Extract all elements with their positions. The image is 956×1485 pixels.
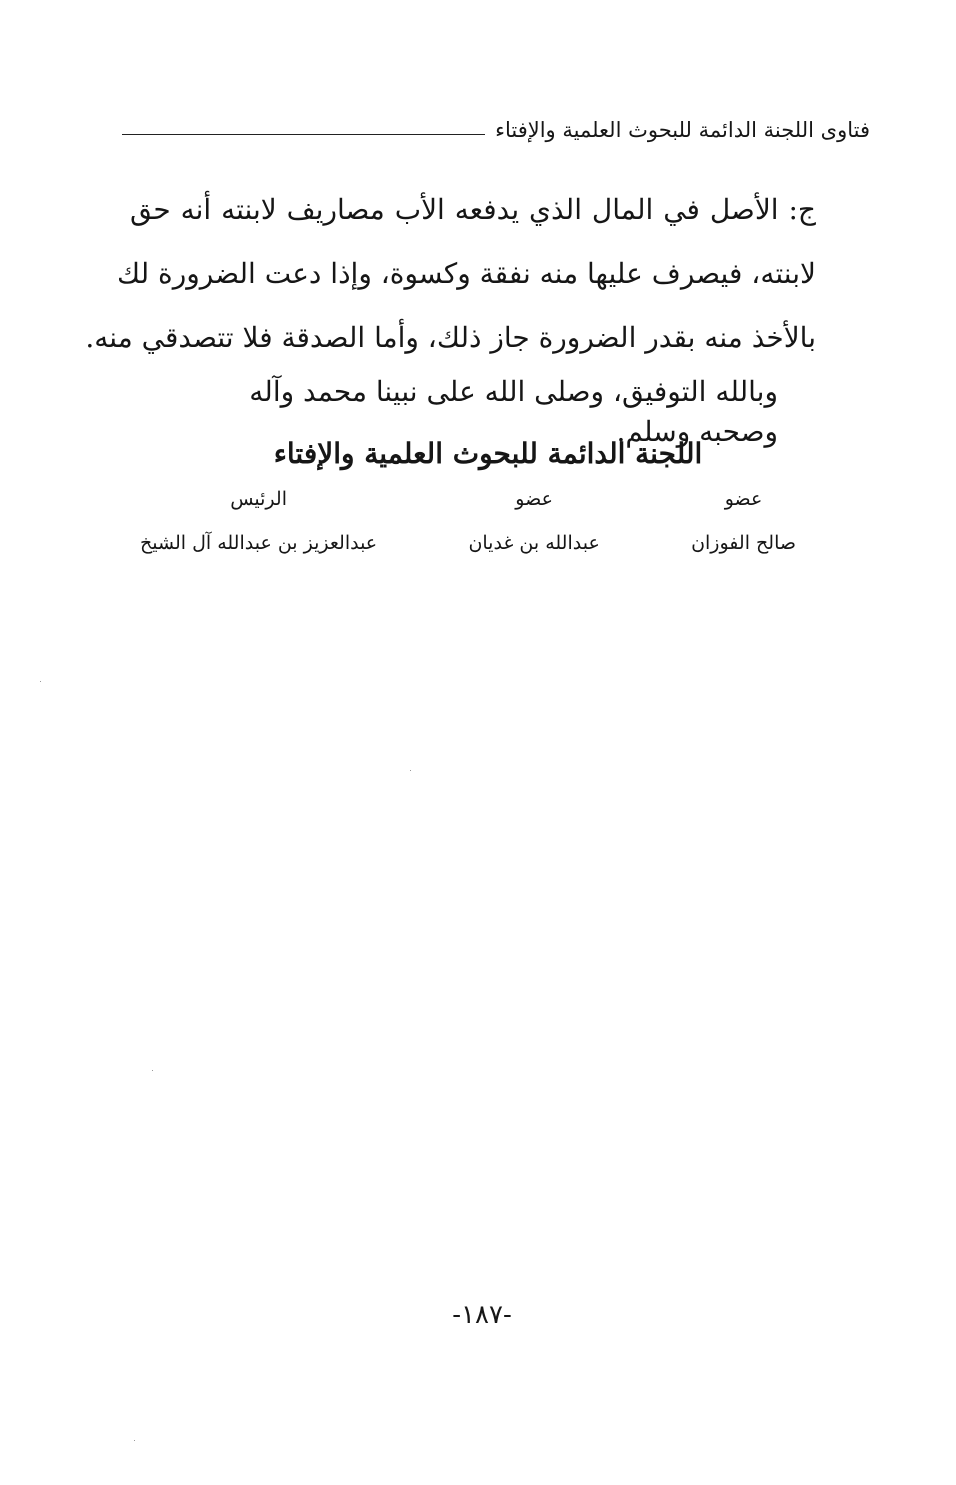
running-header-title: فتاوى اللجنة الدائمة للبحوث العلمية والإفتاء [495, 117, 870, 142]
signatory-name: عبدالله بن غديان [468, 532, 600, 554]
signatory-member-2 [468, 484, 599, 558]
answer-line-2: لابنته، فيصرف عليها منه نفقة وكسوة، وإذا دعت الضرورة لك [117, 257, 816, 290]
answer-line-3: بالأخذ منه بقدر الضرورة جاز ذلك، وأما الصدقة فلا تتصدقي منه. [85, 321, 816, 354]
scan-speck [40, 681, 41, 682]
scan-speck [152, 1070, 153, 1071]
page-number: -١٨٧- [452, 1300, 512, 1330]
signatory-role: عضو [515, 488, 553, 510]
answer-paragraph [85, 178, 816, 370]
scan-speck [410, 770, 411, 771]
closing-formula: وبالله التوفيق، وصلى الله على نبينا محمد وآله وصحبه وسلم. [249, 375, 778, 448]
signatory-role: الرئيس [230, 488, 287, 510]
header-rule [122, 134, 485, 135]
scan-speck [134, 1440, 135, 1441]
signatory-name: عبدالعزيز بن عبدالله آل الشيخ [140, 532, 378, 554]
signatory-chairman [140, 484, 377, 558]
running-header [122, 112, 870, 148]
signatory-role: عضو [724, 488, 763, 510]
signatories [140, 484, 796, 558]
signatory-name: صالح الفوزان [691, 532, 796, 554]
answer-line-1: ج: الأصل في المال الذي يدفعه الأب مصاريف لابنته أنه حق [130, 193, 816, 226]
committee-heading: اللجنة الدائمة للبحوث العلمية والإفتاء [273, 437, 703, 470]
signatory-member-1 [691, 484, 796, 558]
